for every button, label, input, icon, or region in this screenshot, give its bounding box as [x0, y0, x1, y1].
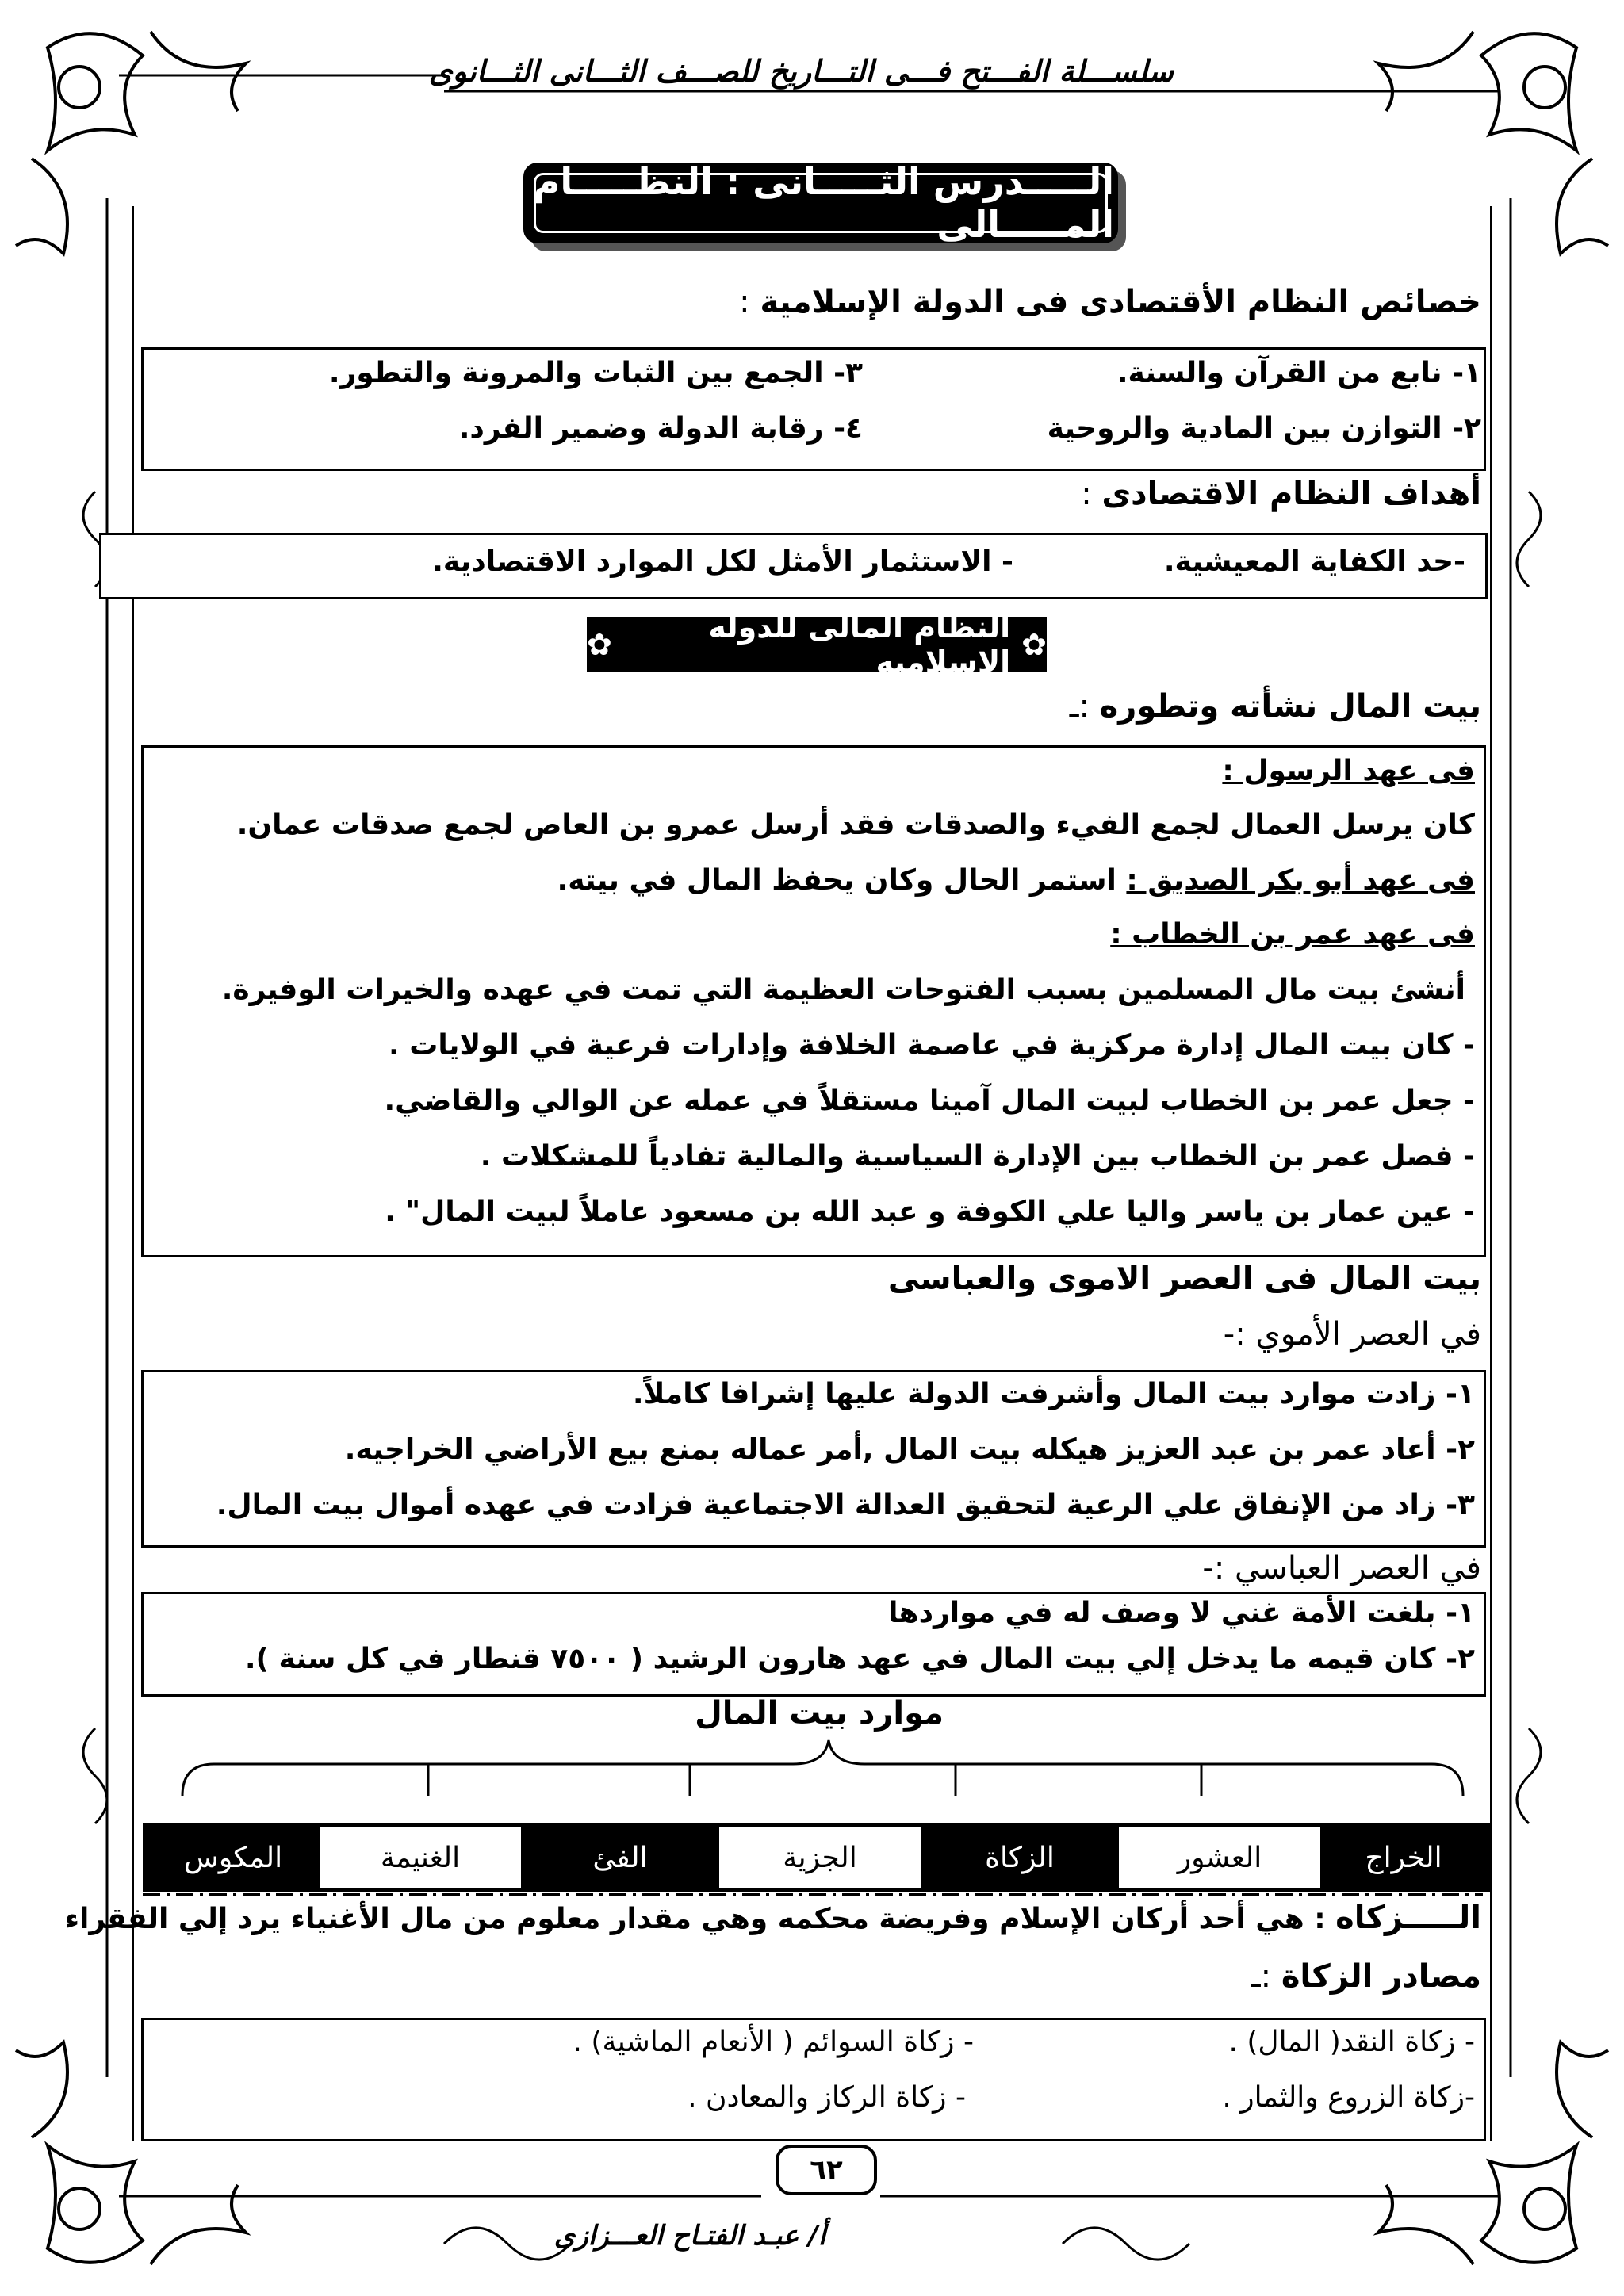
treasury-origin-heading-suffix: :ـ: [1069, 688, 1100, 725]
treasury-origin-heading-text: بيت المال نشأته وتطوره: [1099, 688, 1481, 725]
financial-system-banner: [587, 610, 1047, 679]
characteristic-item: ٣- الجمع بين الثبات والمرونة والتطور.: [328, 357, 863, 389]
resource-item: الزكاة: [921, 1827, 1119, 1888]
zakat-source-item: - زكاة السوائم ( الأنعام الماشية) .: [573, 2026, 974, 2058]
characteristics-heading-text: خصائص النظام الأقتصادى فى الدولة الإسلامية: [760, 284, 1481, 320]
abubakr-era: [557, 864, 1475, 897]
lesson-title: الـــــدرس الثـــــانى : النظـــــام المـــــالى: [533, 160, 1114, 246]
goals-heading-suffix: :: [1081, 476, 1102, 512]
flower-ornament-icon: ✿: [1021, 627, 1047, 662]
zakat-label: الـــــزكاه: [1335, 1900, 1481, 1936]
abubakr-era-label: فى عهد أبو بكر الصديق :: [1126, 864, 1475, 897]
abbasid-item: ١- بلغت الأمة غني لا وصف له في مواردها: [888, 1597, 1475, 1629]
characteristic-item: ٢- التوازن بين المادية والروحية: [1047, 412, 1481, 445]
flower-ornament-icon: ✿: [587, 627, 612, 662]
prophet-era-label: فى عهد الرسول :: [1222, 755, 1475, 787]
omar-era-label: فى عهد عمر بن الخطاب :: [1110, 918, 1475, 951]
resource-item: المكوس: [147, 1827, 320, 1888]
resource-item: الخراج: [1320, 1827, 1487, 1888]
corner-ornament-top-right: [1378, 32, 1608, 254]
zakat-sources-heading-text: مصادر الزكاة: [1281, 1958, 1481, 1995]
lesson-title-box: [523, 160, 1118, 246]
omar-era-line: - جعل عمر بن الخطاب لبيت المال آمينا مستقلاً في عمله عن الوالي والقاضي.: [384, 1085, 1475, 1117]
resource-item: الجزية: [721, 1827, 919, 1888]
banner-text: النظام المالى للدوله الاسلاميه: [708, 610, 1011, 679]
zakat-source-item: - زكاة النقد( المال) .: [1228, 2026, 1475, 2058]
abbasid-item: ٢- كان قيمه ما يدخل إلي بيت المال في عهد هارون الرشيد ( ٧٥٠٠ قنطار في كل سنة ).: [244, 1643, 1475, 1675]
page-number: ٦٢: [776, 2145, 877, 2195]
lesson-title-inner-border: [534, 173, 1108, 233]
zakat-sources-heading: [1251, 1958, 1481, 1995]
characteristic-item: ٤- رقابة الدولة وضمير الفرد.: [458, 412, 863, 445]
omar-era-line: - فصل عمر بن الخطاب بين الإدارة السياسية والمالية تفادياً للمشكلات .: [480, 1140, 1475, 1173]
umayyad-item: ١- زادت موارد بيت المال وأشرفت الدولة عليها إشرافا كاملاً.: [632, 1378, 1475, 1410]
umayyad-item: ٢- أعاد عمر بن عبد العزيز هيكله بيت المال ,أمر عماله بمنع بيع الأراضي الخراجيه.: [344, 1433, 1475, 1466]
zakat-definition-text: : هي أحد أركان الإسلام وفريضة محكمه وهي مقدار معلوم من مال الأغنياء يرد إلي الفقراء: [64, 1903, 1336, 1935]
goals-heading-text: أهداف النظام الاقتصادى: [1101, 476, 1481, 512]
resources-brace: [182, 1740, 1463, 1796]
characteristics-heading-suffix: :: [739, 284, 760, 320]
corner-ornament-top-left: [16, 32, 246, 254]
zakat-source-item: - زكاة الركاز والمعادن .: [688, 2081, 966, 2114]
series-title: سلســـلة الفـــتح فـــى التـــاريخ للصـــف الثـــانى الثـــانوى: [428, 54, 1174, 89]
abubakr-era-text: استمر الحال وكان يحفظ المال في بيته.: [557, 864, 1127, 897]
zakat-definition: [65, 1900, 1481, 1936]
umayyad-abbasid-heading: بيت المال فى العصر الاموى والعباسى: [887, 1261, 1481, 1297]
resources-heading: موارد بيت المال: [695, 1695, 944, 1732]
prophet-era-text: كان يرسل العمال لجمع الفيء والصدقات فقد أرسل عمرو بن العاص لجمع صدقات عمان.: [236, 809, 1475, 841]
zakat-source-item: -زكاة الزروع والثمار .: [1222, 2081, 1475, 2114]
omar-era-line: - عين عمار بن ياسر واليا علي الكوفة و عبد الله بن مسعود عاملاً لبيت المال" .: [385, 1196, 1475, 1228]
umayyad-item: ٣- زاد من الإنفاق علي الرعية لتحقيق العدالة الاجتماعية فزادت في عهده أموال بيت المال.: [216, 1489, 1475, 1521]
goal-item: -حد الكفاية المعيشية.: [1163, 545, 1465, 578]
resource-item: الغنيمة: [321, 1827, 519, 1888]
omar-era-line: أنشئ بيت مال المسلمين بسبب الفتوحات العظيمة التي تمت في عهده والخيرات الوفيرة.: [221, 974, 1465, 1006]
resource-item: العشور: [1120, 1827, 1319, 1888]
characteristics-heading: [739, 284, 1481, 320]
umayyad-label: في العصر الأموي :-: [1223, 1316, 1481, 1353]
resource-item: الفئ: [521, 1827, 719, 1888]
treasury-origin-heading: [1070, 688, 1481, 725]
abbasid-label: في العصر العباسي :-: [1202, 1550, 1481, 1586]
zakat-sources-heading-suffix: :ـ: [1251, 1958, 1281, 1995]
author-name: أ/ عبـد الفتـاح العـــزازى: [553, 2220, 826, 2252]
omar-era-line: - كان بيت المال إدارة مركزية في عاصمة الخلافة وإدارات فرعية في الولايات .: [389, 1029, 1475, 1062]
goal-item: - الاستثمار الأمثل لكل الموارد الاقتصادية.: [432, 545, 1013, 578]
characteristic-item: ١- نابع من القرآن والسنة.: [1116, 357, 1481, 389]
goals-heading: [1081, 476, 1481, 512]
resources-bar: [143, 1823, 1491, 1892]
